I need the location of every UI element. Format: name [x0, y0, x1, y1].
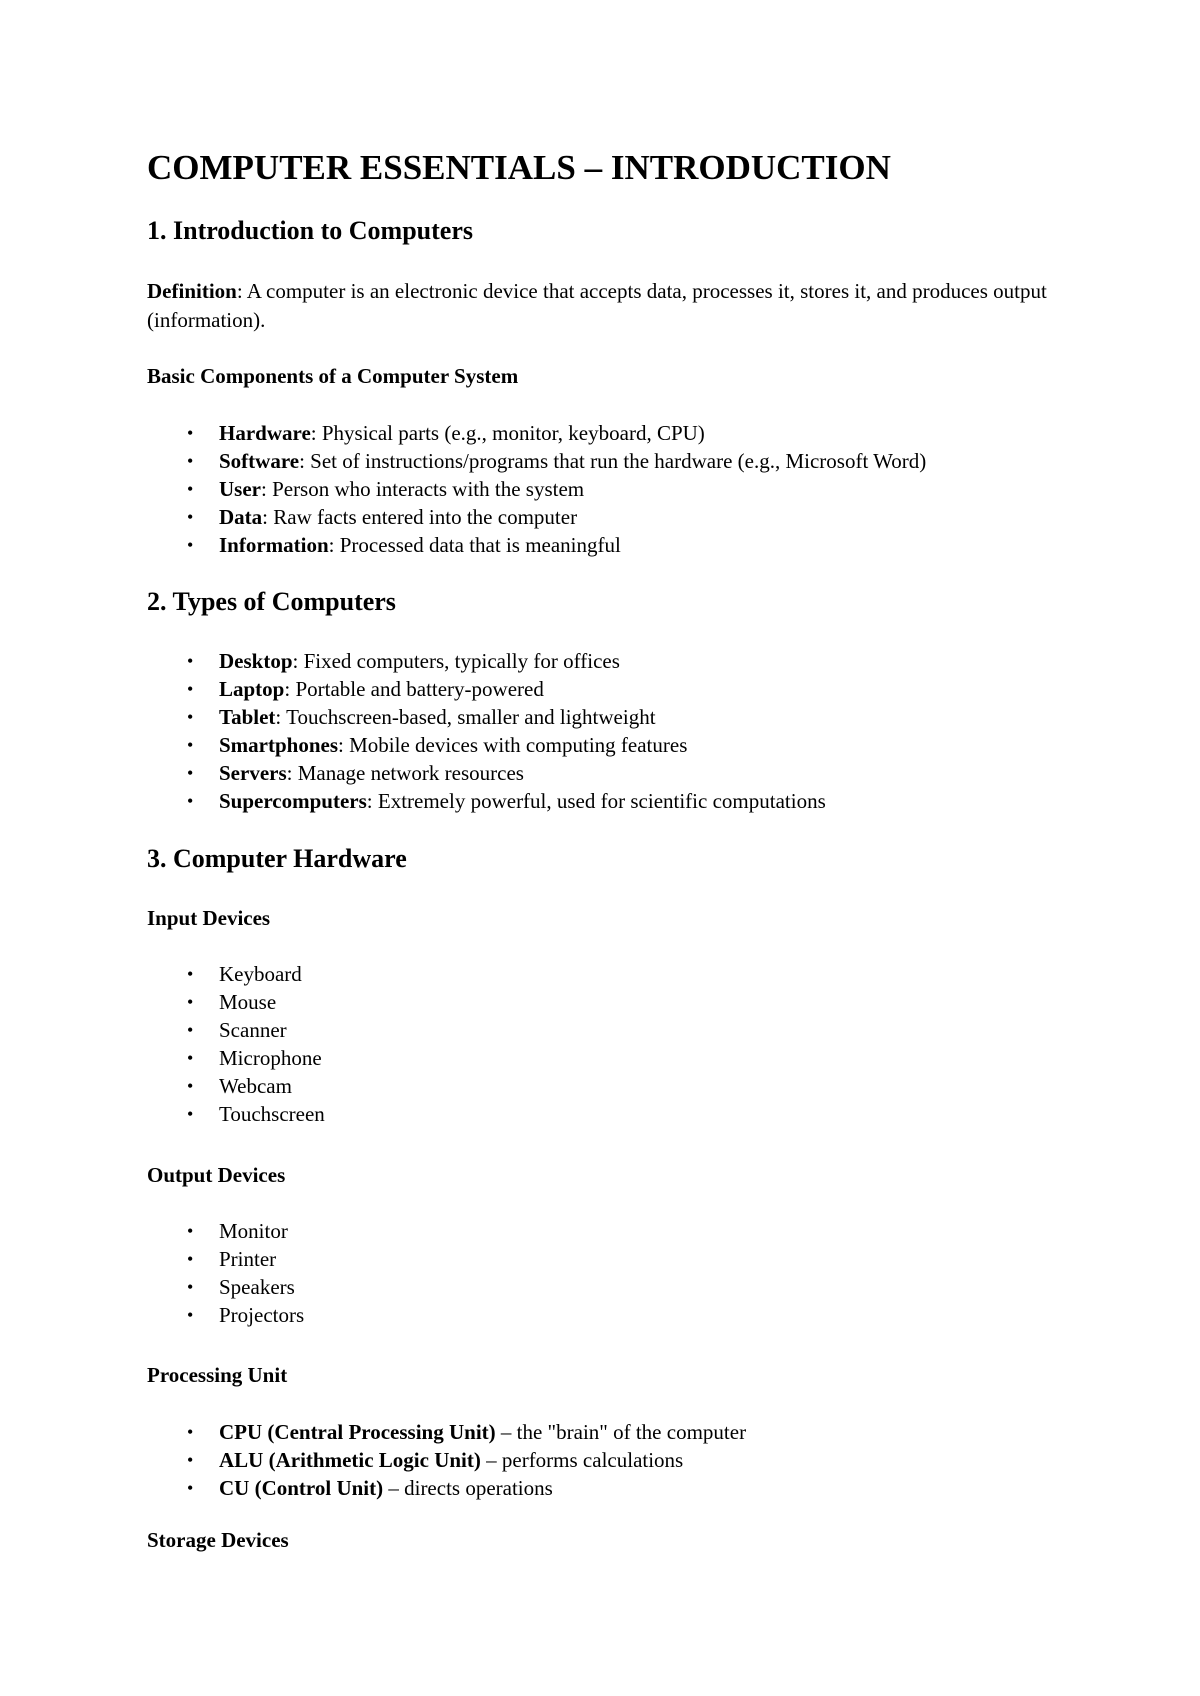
item-term: Hardware [219, 421, 311, 445]
section-2-heading: 2. Types of Computers [147, 587, 396, 616]
list-item [147, 960, 325, 988]
item-text: – performs calculations [480, 1448, 684, 1472]
list-item [147, 647, 826, 675]
bullet-icon: • [187, 791, 194, 811]
item-text: Microphone [219, 1046, 322, 1070]
definition-text: : A computer is an electronic device that accepts data, processes it, stores it, and produces output (information). [147, 279, 1047, 332]
bullet-icon: • [187, 451, 194, 471]
item-term: Desktop [219, 649, 293, 673]
output-devices-list [147, 1217, 304, 1329]
input-devices-list [147, 960, 325, 1128]
bullet-icon: • [187, 679, 194, 699]
item-text: : Touchscreen-based, smaller and lightweight [275, 705, 656, 729]
item-text: : Fixed computers, typically for offices [292, 649, 620, 673]
item-text: : Portable and battery-powered [284, 677, 544, 701]
item-term: Information [219, 533, 329, 557]
processing-unit-list [147, 1418, 746, 1502]
item-text: – the "brain" of the computer [495, 1420, 747, 1444]
item-text: – directs operations [383, 1476, 553, 1500]
item-term: Laptop [219, 677, 285, 701]
item-term: CU (Control Unit) [219, 1476, 384, 1500]
section-1-heading: 1. Introduction to Computers [147, 216, 473, 245]
bullet-icon: • [187, 535, 194, 555]
bullet-icon: • [187, 1048, 194, 1068]
list-item [147, 475, 926, 503]
item-term: CPU (Central Processing Unit) [219, 1420, 496, 1444]
bullet-icon: • [187, 992, 194, 1012]
list-item [147, 503, 926, 531]
list-item [147, 675, 826, 703]
list-item [147, 1016, 325, 1044]
definition-label: Definition [147, 279, 237, 303]
item-text: : Manage network resources [286, 761, 524, 785]
document-title: COMPUTER ESSENTIALS – INTRODUCTION [147, 148, 891, 187]
computer-types-list [147, 647, 826, 815]
list-item [147, 531, 926, 559]
definition-paragraph [147, 277, 1067, 335]
bullet-icon: • [187, 735, 194, 755]
item-text: : Person who interacts with the system [260, 477, 585, 501]
item-text: : Raw facts entered into the computer [262, 505, 578, 529]
item-text: Mouse [219, 990, 277, 1014]
item-text: : Physical parts (e.g., monitor, keyboard, CPU) [310, 421, 705, 445]
basic-components-heading: Basic Components of a Computer System [147, 364, 519, 388]
item-text: Printer [219, 1247, 277, 1271]
list-item [147, 787, 826, 815]
list-item [147, 988, 325, 1016]
item-text: Keyboard [219, 962, 302, 986]
item-text: Scanner [219, 1018, 287, 1042]
output-devices-heading: Output Devices [147, 1163, 286, 1187]
list-item [147, 1273, 304, 1301]
bullet-icon: • [187, 1305, 194, 1325]
item-term: Supercomputers [219, 789, 367, 813]
bullet-icon: • [187, 1277, 194, 1297]
bullet-icon: • [187, 707, 194, 727]
item-term: Data [219, 505, 263, 529]
list-item [147, 1217, 304, 1245]
bullet-icon: • [187, 507, 194, 527]
bullet-icon: • [187, 1422, 194, 1442]
list-item [147, 1301, 304, 1329]
list-item [147, 1245, 304, 1273]
list-item [147, 1418, 746, 1446]
item-text: Monitor [219, 1219, 288, 1243]
bullet-icon: • [187, 423, 194, 443]
bullet-icon: • [187, 651, 194, 671]
bullet-icon: • [187, 1104, 194, 1124]
bullet-icon: • [187, 1478, 194, 1498]
list-item [147, 447, 926, 475]
list-item [147, 419, 926, 447]
item-term: Software [219, 449, 300, 473]
item-term: Tablet [219, 705, 276, 729]
item-term: Servers [219, 761, 287, 785]
bullet-icon: • [187, 1450, 194, 1470]
item-term: User [219, 477, 261, 501]
section-3-heading: 3. Computer Hardware [147, 844, 407, 873]
storage-devices-heading: Storage Devices [147, 1528, 289, 1552]
list-item [147, 759, 826, 787]
bullet-icon: • [187, 1249, 194, 1269]
list-item [147, 1072, 325, 1100]
list-item [147, 731, 826, 759]
item-text: Projectors [219, 1303, 305, 1327]
item-text: : Set of instructions/programs that run the hardware (e.g., Microsoft Word) [299, 449, 927, 473]
bullet-icon: • [187, 763, 194, 783]
item-text: Speakers [219, 1275, 295, 1299]
list-item [147, 1100, 325, 1128]
list-item [147, 1446, 746, 1474]
basic-components-list [147, 419, 926, 559]
list-item [147, 703, 826, 731]
input-devices-heading: Input Devices [147, 906, 271, 930]
list-item [147, 1044, 325, 1072]
processing-unit-heading: Processing Unit [147, 1363, 288, 1387]
item-text: : Mobile devices with computing features [338, 733, 688, 757]
bullet-icon: • [187, 964, 194, 984]
bullet-icon: • [187, 1076, 194, 1096]
bullet-icon: • [187, 1020, 194, 1040]
item-text: Touchscreen [219, 1102, 325, 1126]
bullet-icon: • [187, 1221, 194, 1241]
item-text: Webcam [219, 1074, 292, 1098]
item-text: : Processed data that is meaningful [328, 533, 621, 557]
item-text: : Extremely powerful, used for scientific computations [366, 789, 826, 813]
bullet-icon: • [187, 479, 194, 499]
item-term: Smartphones [219, 733, 339, 757]
list-item [147, 1474, 746, 1502]
item-term: ALU (Arithmetic Logic Unit) [219, 1448, 481, 1472]
